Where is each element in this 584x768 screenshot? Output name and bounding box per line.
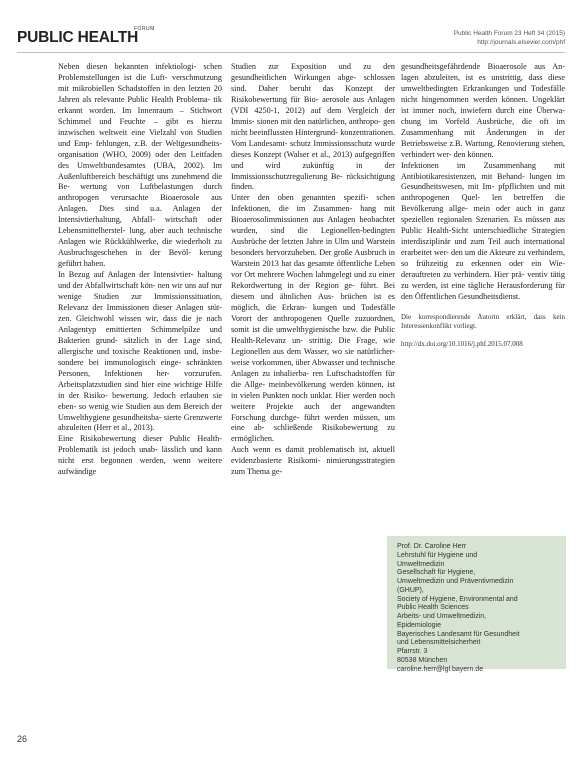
address-line: Gesellschaft für Hygiene, xyxy=(397,569,476,577)
address-line: Society of Hygiene, Environmental and xyxy=(397,595,518,603)
text-column-2 xyxy=(231,62,395,478)
text-column-3 xyxy=(401,62,565,349)
doi-link[interactable]: http://dx.doi.org/10.1016/j.phf.2015.07.008 xyxy=(401,339,523,348)
paragraph: Neben diesen bekannten infektiologi- schen Problemstellungen ist die Luft- verschmutzung mit mikrobiellen Schadstoffen in den letzten 20 Jahren als relevante Public Health Problema- tik erkannt worden. Im Innenraum – Stichwort Schimmel und Feuchte – gibt es hierzu inzwischen weltweit eine Vielzahl von Studien und Emp- fehlungen, z.B. der Weltgesundheits- organisation (WHO, 2009) oder den Leitfaden des Umweltbundesamtes (UBA, 2002). Im Außenluftbereich beschäftigt uns zunehmend die Be- wertung von Luftbelastungen durch anthropogen verursachte Bioaerosole aus Anlagen. Dies sind u.a. Anlagen der Intensivtierhaltung, Abfall- wirtschaft oder Lebensmittelherstel- lung, aber auch technische Anlagen wie Rückkühlwerke, die wiederholt zu Ausbruchsgeschehen in der Bevöl- kerung geführt haben. xyxy=(58,62,222,269)
address-line: Bayerisches Landesamt für Gesundheit xyxy=(397,630,520,638)
citation-line: Public Health Forum 23 Heft 34 (2015) xyxy=(453,30,565,37)
paragraph: Auch wenn es damit problematisch ist, aktuell evidenzbasierte Risikomi- nimierungsstrategien zum Thema ge- xyxy=(231,445,395,477)
address-line: Umweltmedizin und Präventivmedizin xyxy=(397,578,514,585)
paragraph: Unter den oben genannten spezifi- schen Infektionen, die im Zusammen- hang mit Bioaerosolimmissionen aus Anlagen beobachtet wurden, sind die Legionellen-bedingten Ausbrüche der letzten Jahre in Ulm und Warstein besonders hervorzuheben. Der große Ausbruch in Warstein 2013 hat das gesamte öffentliche Leben vor Ort mehrere Wochen lahmgelegt und zu einer Rekordwertung in der Region ge- führt. Bei diesem und ähnlichen Aus- brüchen ist es möglich, die Erkran- kungen und Todesfälle Vorort der anthropogenen Quelle zuzuordnen, somit ist die umwelthygienische bzw. die Public Health-Relevanz un- strittig. Die Frage, wie Legionellen aus dem Wasser, wo sie natürlicher- weise vorkommen, über Abwasser und technische Anlagen zu inhalierba- ren Luftschadstoffen für die Allge- meinbevölkerung werden können, ist in vielen Punkten noch unklar. Hier werden noch weitere Projekte auch der angewandten Forschung durchge- führt werden müssen, um eine ab- schließende Risikobewertung zu ermöglichen. xyxy=(231,193,395,444)
paragraph: Infektionen im Zusammenhang mit Antibiotikaresistenzen, mit Behand- lungen im Gesundheitswesen, mit Im- pfpflichten und mit anthropogenen Quel- len betreffen die Bevölkerung allge- mein oder auch in ganz speziellen regionalen Szenarien. Es müssen aus Public Health-Sicht unterschiedliche Strategien interdisziplinär und zum Teil auch international erarbeitet wer- den um die Akteure zu verhindern, so frühzeitig zu erkennen oder ein Wie- derauftreten zu verhindern. Hier prä- ventiv tätig zu werden, ist eine tägliche Herausforderung für den Öffentlichen Gesundheitsdienst. xyxy=(401,160,565,302)
paragraph: In Bezug auf Anlagen der Intensivtier- haltung und der Abfallwirtschaft kön- nen wir uns auf nur wenige Studien zur Immissionssituation, Relevanz der Immissionen dieser Anlagen stüt- zen. Gleichwohl wissen wir, dass die je nach Anlagentyp emittierten Schimmelpilze und Bakterien grund- sätzlich in der Lage sind, allergische und toxische Reaktionen und, insbe- sondere bei immunologisch einge- schränkten Personen, Infektionen her- vorzurufen. Arbeitsplatzstudien sind hier eine wichtige Hilfe in der Risiko- bewertung. Jedoch erlauben sie eben- so wenig wie Studien aus dem Bereich der Umwelthygiene gesundheitsba- sierte Grenzwerte abzuleiten (Herr et al., 2013). xyxy=(58,270,222,433)
address-line: Epidemiologie xyxy=(397,621,441,629)
page-number: 26 xyxy=(17,734,28,744)
address-line: Arbeits- und Umweltmedizin, xyxy=(397,613,487,620)
header-divider xyxy=(17,52,565,53)
conflict-of-interest-note: Die korrespondierende Autorin erklärt, dass kein Interessenkonflikt vorliegt. xyxy=(401,312,565,330)
journal-logo xyxy=(17,26,155,47)
address-line: und Lebensmittelsicherheit xyxy=(397,639,481,647)
journal-citation xyxy=(454,29,565,47)
paragraph: Studien zur Exposition und zu den gesundheitlichen Wirkungen abge- schlossen sind. Daher beruht das Konzept der Risikobewertung für Bio- aerosole aus Anlagen (VDI 4250-1, 2012) auf dem Vergleich der Immis- sionen mit den natürlichen, anthropo- gen nicht beeinflussten Hintergrund- konzentrationen. Vom Landesamt- schutz Immissionsschutz wurde dieses Konzept (Walser et al., 2013) aufgegriffen und wird zukünftig in der Immissionsschutzregulierung Be- rücksichtigung finden. xyxy=(231,62,395,192)
paragraph: gesundheitsgefährdende Bioaerosole aus An- lagen abzuleiten, ist es unstrittig, dass diese umweltbedingten Erkrankungen und Todesfälle nicht hingenommen werden können. Ungeklärt ist immer noch, inwiefern durch eine Überwa- chung im Vorfeld Ausbrüche, die oft im Zusammenhang mit Änderungen in der Betriebsweise z.B. Wartung, Renovierung stehen, verhindert wer- den können. xyxy=(401,62,565,159)
author-name: Prof. Dr. Caroline Herr xyxy=(397,543,467,550)
logo-forum-label: FORUM xyxy=(134,26,155,32)
text-column-1 xyxy=(58,62,222,478)
address-line: (GHUP), xyxy=(397,586,424,594)
address-line: Lehrstuhl für Hygiene und xyxy=(397,551,478,559)
author-address-box xyxy=(387,536,566,673)
address-street: Pfarrstr. 3 xyxy=(397,648,428,655)
address-line: Public Health Sciences xyxy=(397,604,469,612)
journal-url: http://journals.elsevier.com/phf xyxy=(477,39,565,46)
address-city: 80538 München xyxy=(397,656,448,664)
logo-title: PUBLIC HEALTH xyxy=(17,29,139,46)
paragraph: Eine Risikobewertung dieser Public Health-Problematik ist jedoch unab- lässlich und kann nicht erst begonnen werden, wenn weitere aufwändige xyxy=(58,434,222,477)
author-email[interactable]: caroline.herr@lgl.bayern.de xyxy=(397,665,484,673)
address-line: Umweltmedizin xyxy=(397,560,445,568)
